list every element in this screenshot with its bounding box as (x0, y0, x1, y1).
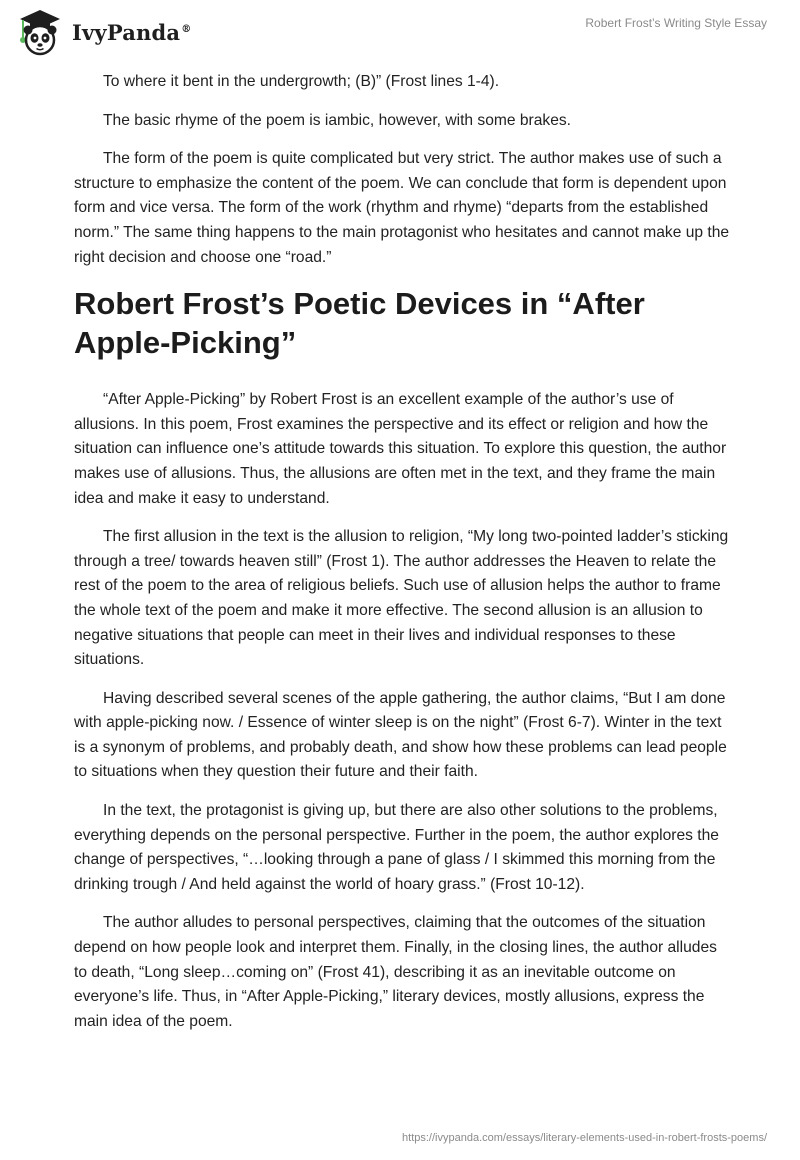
ivypanda-logo[interactable] (14, 8, 191, 58)
section-heading: Robert Frost’s Poetic Devices in “After Apple-Picking” (74, 286, 645, 361)
registered-mark: ® (181, 23, 192, 35)
paragraph: Having described several scenes of the apple gathering, the author claims, “But I am done with apple-picking now. / Essence of winter sleep is on the night” (Frost 6-7). Winter in the text is a synonym of problems, and probably death, and show how these problems can lead people to situations when they question their future and their faith. (74, 689, 727, 781)
document-title: Robert Frost’s Writing Style Essay (585, 16, 767, 30)
paragraph: The form of the poem is quite complicated but very strict. The author makes use of such a structure to emphasize the content of the poem. We can conclude that form is dependent upon form and vice versa. The form of the work (rhythm and rhyme) “departs from the established norm.” The same thing happens to the main protagonist who hesitates and cannot make up the right decision and choose one “road.” (74, 150, 730, 266)
paragraph: “After Apple-Picking” by Robert Frost is an excellent example of the author’s use of allusions. In this poem, Frost examines the perspective and its effect or religion and how the situation can influence one’s attitude towards this situation. To explore this question, the author makes use of allusions. Thus, the allusions are often met in the text, and they frame the main idea and make it easy to understand. (74, 391, 727, 507)
paragraph: To where it bent in the undergrowth; (B)” (Frost lines 1-4). (103, 73, 500, 90)
source-url-link[interactable]: https://ivypanda.com/essays/literary-elements-used-in-robert-frosts-poems/ (402, 1132, 767, 1144)
paragraph: The first allusion in the text is the allusion to religion, “My long two-pointed ladder’s sticking through a tree/ towards heaven still” (Frost 1). The author addresses the Heaven to relate the rest of the poem to the area of religious beliefs. Such use of allusion helps the author to frame the whole text of the poem and make it more effective. The second allusion is an allusion to negative situations that people can meet in their lives and individual responses to these situations. (74, 528, 729, 669)
page-header (0, 0, 800, 64)
panda-graduate-icon (14, 8, 66, 58)
essay-body (74, 70, 734, 1048)
paragraph: The author alludes to personal perspectives, claiming that the outcomes of the situation depend on how people look and interpret them. Finally, in the closing lines, the author alludes to death, “Long sleep…coming on” (Frost 41), describing it as an inevitable outcome on everyone’s life. Thus, in “After Apple-Picking,” literary devices, mostly allusions, express the main idea of the poem. (74, 914, 717, 1030)
paragraph: In the text, the protagonist is giving up, but there are also other solutions to the problems, everything depends on the personal perspective. Further in the poem, the author explores the change of perspectives, “…looking through a pane of glass / I skimmed this morning from the drinking trough / And held against the world of hoary grass.” (Frost 10-12). (74, 802, 719, 893)
logo-wordmark: IvyPanda® (72, 19, 192, 45)
paragraph: The basic rhyme of the poem is iambic, however, with some brakes. (103, 111, 572, 129)
